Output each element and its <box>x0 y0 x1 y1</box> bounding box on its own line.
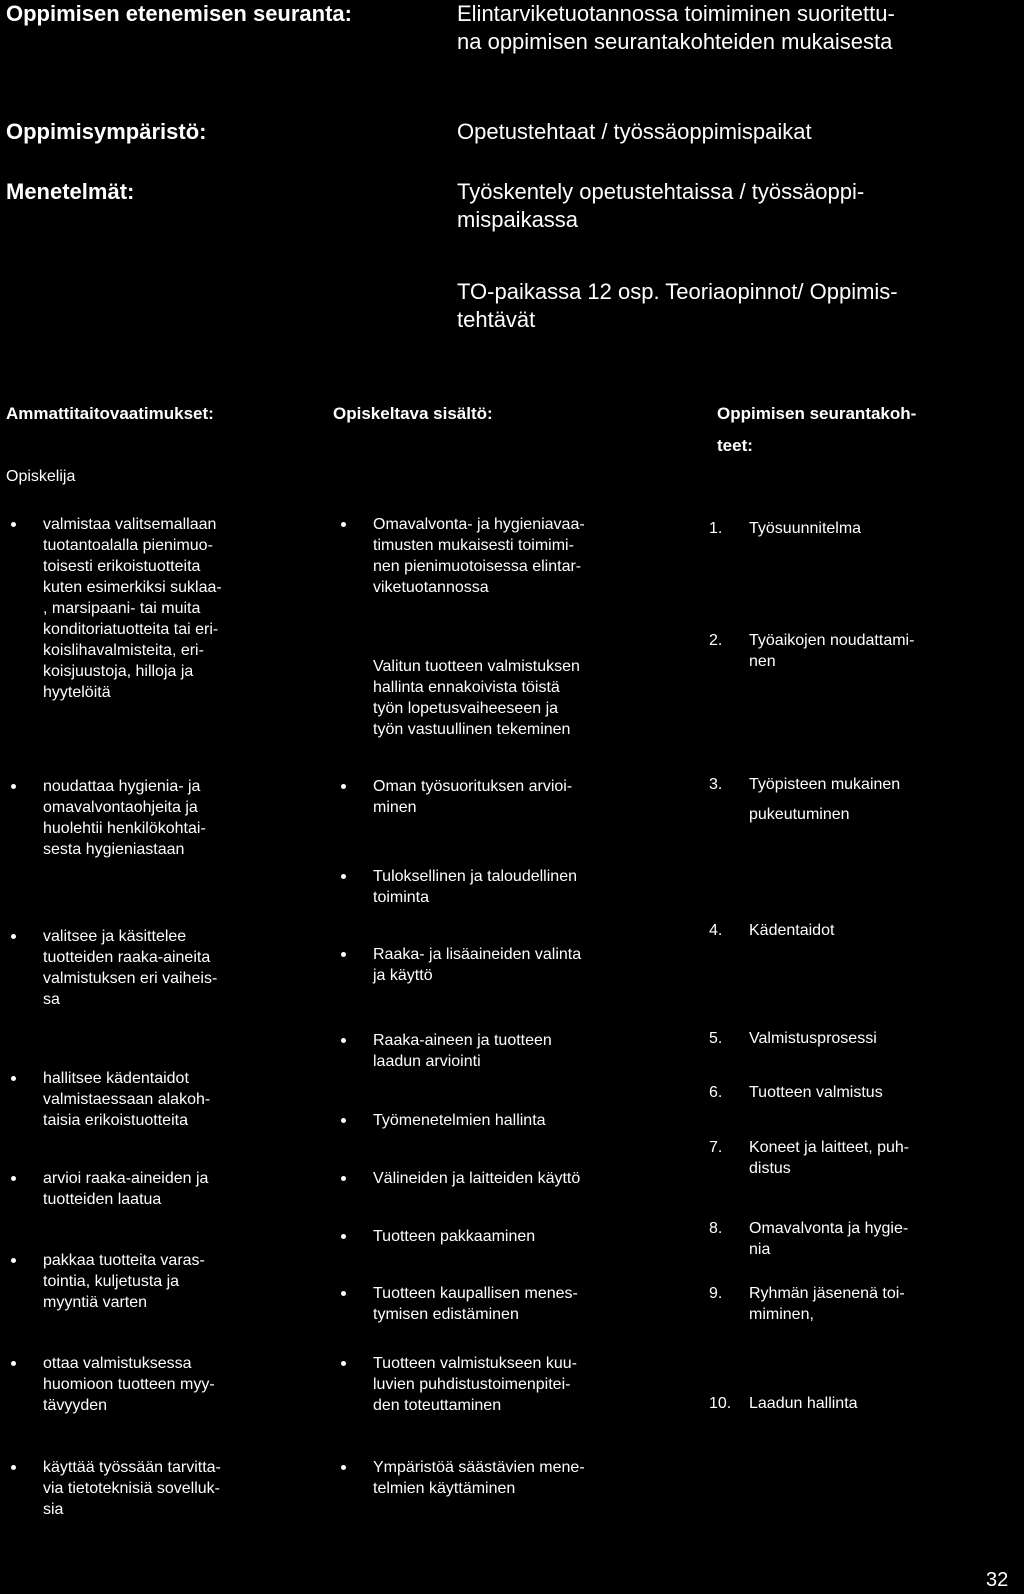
environment-label: Oppimisympäristö: <box>6 119 207 144</box>
list-item: 7. Koneet ja laitteet, puh- distus <box>709 1139 910 1177</box>
bullet-icon <box>341 1118 346 1123</box>
bullet-icon <box>11 784 16 789</box>
list-item: Tuotteen valmistukseen kuu- luvien puhdistustoimenpitei- den toteuttaminen <box>373 1353 693 1416</box>
column-requirements-title: Ammattitaitovaatimukset: <box>6 404 214 423</box>
bullet-icon <box>341 784 346 789</box>
list-item: Raaka-aineen ja tuotteen laadun arviointi <box>373 1030 693 1072</box>
list-item: 5. Valmistusprosessi <box>709 1030 877 1047</box>
list-item: Tuloksellinen ja taloudellinen toiminta <box>373 866 693 908</box>
list-item: Tuotteen pakkaaminen <box>373 1226 693 1247</box>
bullet-icon <box>11 1465 16 1470</box>
bullet-icon <box>341 522 346 527</box>
list-item: valitsee ja käsittelee tuotteiden raaka-aineita valmistuksen eri vaiheis- sa <box>43 926 313 1010</box>
bullet-icon <box>11 1258 16 1263</box>
list-item: Työmenetelmien hallinta <box>373 1110 693 1131</box>
methods-value-2: TO-paikassa 12 osp. Teoriaopinnot/ Oppimis- tehtävät <box>457 279 898 332</box>
list-item: ottaa valmistuksessa huomioon tuotteen myy- tävyyden <box>43 1353 313 1416</box>
bullet-icon <box>11 934 16 939</box>
bullet-icon <box>341 1038 346 1043</box>
list-item: Ympäristöä säästävien mene- telmien käyttäminen <box>373 1457 693 1499</box>
list-item-plain: Valitun tuotteen valmistuksen hallinta ennakoivista töistä työn lopetusvaiheeseen ja työn vastuullinen tekeminen <box>373 658 580 738</box>
progress-label: Oppimisen etenemisen seuranta: <box>6 1 352 26</box>
list-item: pakkaa tuotteita varas- tointia, kuljetusta ja myyntiä varten <box>43 1250 313 1313</box>
list-item: Oman työsuorituksen arvioi- minen <box>373 776 693 818</box>
list-item: 8. Omavalvonta ja hygie- nia <box>709 1220 909 1258</box>
bullet-icon <box>341 874 346 879</box>
environment-value: Opetustehtaat / työssäoppimispaikat <box>457 119 812 144</box>
list-item: Tuotteen kaupallisen menes- tymisen edistäminen <box>373 1283 693 1325</box>
list-item: 6. Tuotteen valmistus <box>709 1084 883 1101</box>
bullet-icon <box>341 952 346 957</box>
bullet-icon <box>11 1176 16 1181</box>
bullet-icon <box>341 1234 346 1239</box>
list-item: Välineiden ja laitteiden käyttö <box>373 1168 693 1189</box>
list-item: Omavalvonta- ja hygieniavaa- timusten mukaisesti toimimi- nen pienimuotoisessa elintar- viketuotannossa <box>373 514 693 598</box>
page-number: 32 <box>986 1569 1009 1591</box>
list-item: valmistaa valitsemallaan tuotantoalalla pienimuo- toisesti erikoistuotteita kuten esimerkiksi suklaa- , marsipaani- tai muita konditoriatuotteita tai eri- koislihavalmisteita, eri- koisjuustoja, hilloja ja hyytelöitä <box>43 514 313 703</box>
list-item: käyttää työssään tarvitta- via tietoteknisiä sovelluk- sia <box>43 1457 313 1520</box>
list-item: arvioi raaka-aineiden ja tuotteiden laatua <box>43 1168 313 1210</box>
list-item: hallitsee kädentaidot valmistaessaan alakoh- taisia erikoistuotteita <box>43 1068 313 1131</box>
methods-value: Työskentely opetustehtaissa / työssäoppi- mispaikassa <box>457 179 865 232</box>
bullet-icon <box>341 1361 346 1366</box>
list-item: 3. Työpisteen mukainen pukeutuminen <box>709 776 901 823</box>
bullet-icon <box>11 522 16 527</box>
list-item: Raaka- ja lisäaineiden valinta ja käyttö <box>373 944 693 986</box>
column-requirements-subtitle: Opiskelija <box>6 468 76 485</box>
list-item: 1. Työsuunnitelma <box>709 520 862 537</box>
column-tracking-title: Oppimisen seurantakoh- teet: <box>717 404 917 455</box>
bullet-icon <box>11 1361 16 1366</box>
list-item: 2. Työaikojen noudattami- nen <box>709 632 915 670</box>
progress-value: Elintarviketuotannossa toimiminen suoritettu- na oppimisen seurantakohteiden mukaisesta <box>457 1 895 54</box>
list-item: 10. Laadun hallinta <box>709 1395 858 1412</box>
column-contents-title: Opiskeltava sisältö: <box>333 404 493 423</box>
bullet-icon <box>341 1465 346 1470</box>
list-item: noudattaa hygienia- ja omavalvontaohjeita ja huolehtii henkilökohtai- sesta hygieniastaan <box>43 776 313 860</box>
list-item: 4. Kädentaidot <box>709 922 835 939</box>
list-item: 9. Ryhmän jäsenenä toi- miminen, <box>709 1285 905 1323</box>
bullet-icon <box>11 1076 16 1081</box>
bullet-icon <box>341 1291 346 1296</box>
bullet-icon <box>341 1176 346 1181</box>
methods-label: Menetelmät: <box>6 179 135 204</box>
